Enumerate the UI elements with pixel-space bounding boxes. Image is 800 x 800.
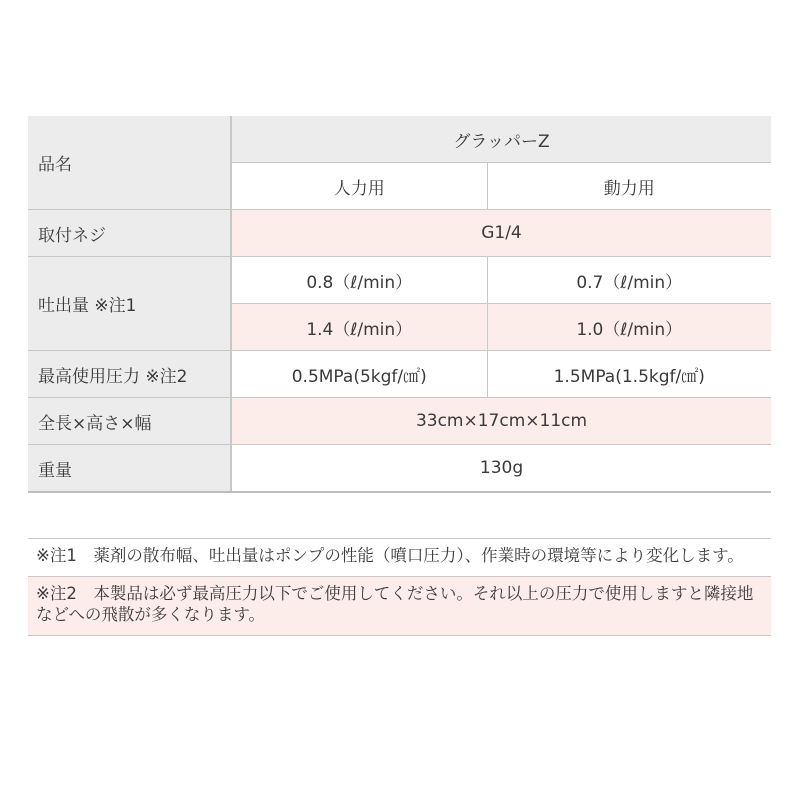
note-2: ※注2 本製品は必ず最高圧力以下でご使用してください。それ以上の圧力で使用しますと隣接地などへの飛散が多くなります。 <box>28 577 771 636</box>
output-power-2: 1.0（ℓ/min） <box>487 304 771 351</box>
thread-label: 取付ネジ <box>28 210 231 257</box>
col-power-header: 動力用 <box>487 163 771 210</box>
thread-value: G1/4 <box>231 210 771 257</box>
size-label: 全長×高さ×幅 <box>28 398 231 445</box>
pressure-power: 1.5MPa(1.5kgf/㎠) <box>487 351 771 398</box>
product-label: 品名 <box>28 116 231 210</box>
col-manual-header: 人力用 <box>231 163 487 210</box>
output-label: 吐出量 ※注1 <box>28 257 231 351</box>
output-power-1: 0.7（ℓ/min） <box>487 257 771 304</box>
product-name: グラッパーZ <box>231 116 771 163</box>
output-manual-2: 1.4（ℓ/min） <box>231 304 487 351</box>
pressure-manual: 0.5MPa(5kgf/㎠) <box>231 351 487 398</box>
note-1: ※注1 薬剤の散布幅、吐出量はポンプの性能（噴口圧力）、作業時の環境等により変化します。 <box>28 538 771 577</box>
weight-value: 130g <box>231 445 771 493</box>
weight-label: 重量 <box>28 445 231 493</box>
spec-table <box>28 116 771 493</box>
output-manual-1: 0.8（ℓ/min） <box>231 257 487 304</box>
pressure-label: 最高使用圧力 ※注2 <box>28 351 231 398</box>
notes-section <box>28 538 771 636</box>
size-value: 33cm×17cm×11cm <box>231 398 771 445</box>
